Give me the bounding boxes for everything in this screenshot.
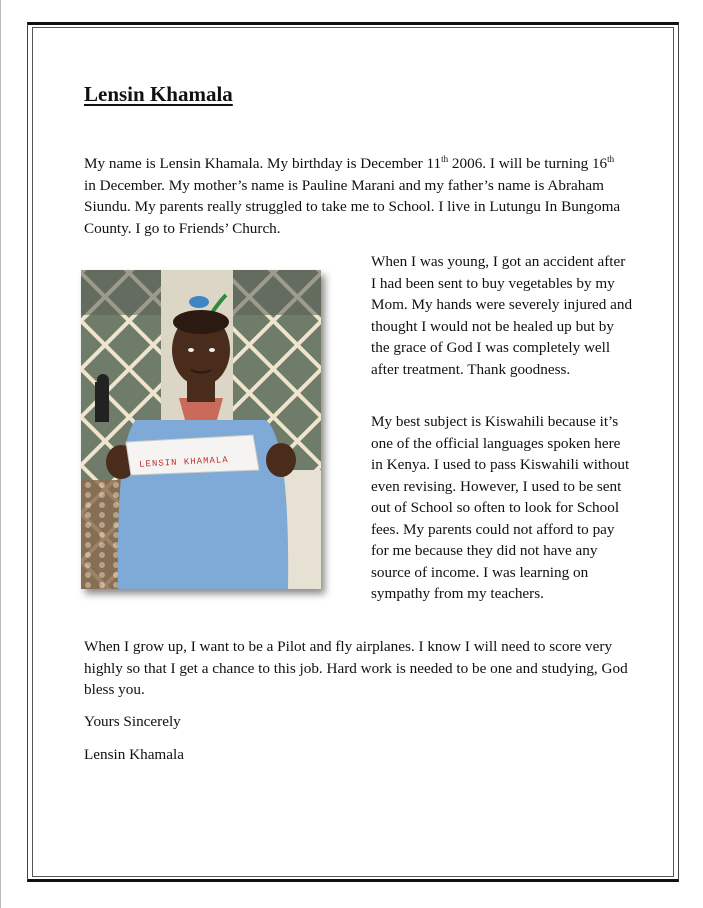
- page-edge: [0, 0, 1, 908]
- closing-line: Yours Sincerely: [84, 713, 181, 730]
- school-paragraph: My best subject is Kiswahili because it’s one of the official languages spoken here in Kenya. I used to pass Kiswahili without even revising. However, I used to be sent out of School so often to look for School fees. My parents could not afford to pay for me because they did not have any source of income. I was learning on sympathy from my teachers.: [371, 413, 630, 602]
- ambition-paragraph: When I grow up, I want to be a Pilot and fly airplanes. I know I will need to score very highly so that I get a chance to this job. Hard work is needed to be one and studying, God bless you.: [84, 638, 628, 698]
- intro-text-c: in December. My mother’s name is Pauline Marani and my father’s name is Abraham Siundu. My parents really struggled to take me to School. I live in Lutungu In Bungoma County. I go to Friends’ Church.: [84, 176, 621, 237]
- intro-paragraph: [84, 153, 629, 239]
- ordinal-suffix: th: [441, 154, 449, 164]
- student-photo: [81, 270, 321, 589]
- accident-paragraph: When I was young, I got an accident after I had been sent to buy vegetables by my Mom. My hands were severely injured and thought I would not be healed up but by the grace of God I was completely well after treatment. Thank goodness.: [371, 253, 633, 378]
- name-card-text: LENSIN KHAMALA: [138, 455, 229, 470]
- intro-text-a: My name is Lensin Khamala. My birthday is December 11: [84, 155, 442, 172]
- ordinal-suffix: th: [607, 154, 615, 164]
- intro-text-b: 2006. I will be turning 16: [448, 155, 608, 172]
- signature-name: Lensin Khamala: [84, 746, 184, 763]
- letter-title: Lensin Khamala: [84, 82, 233, 106]
